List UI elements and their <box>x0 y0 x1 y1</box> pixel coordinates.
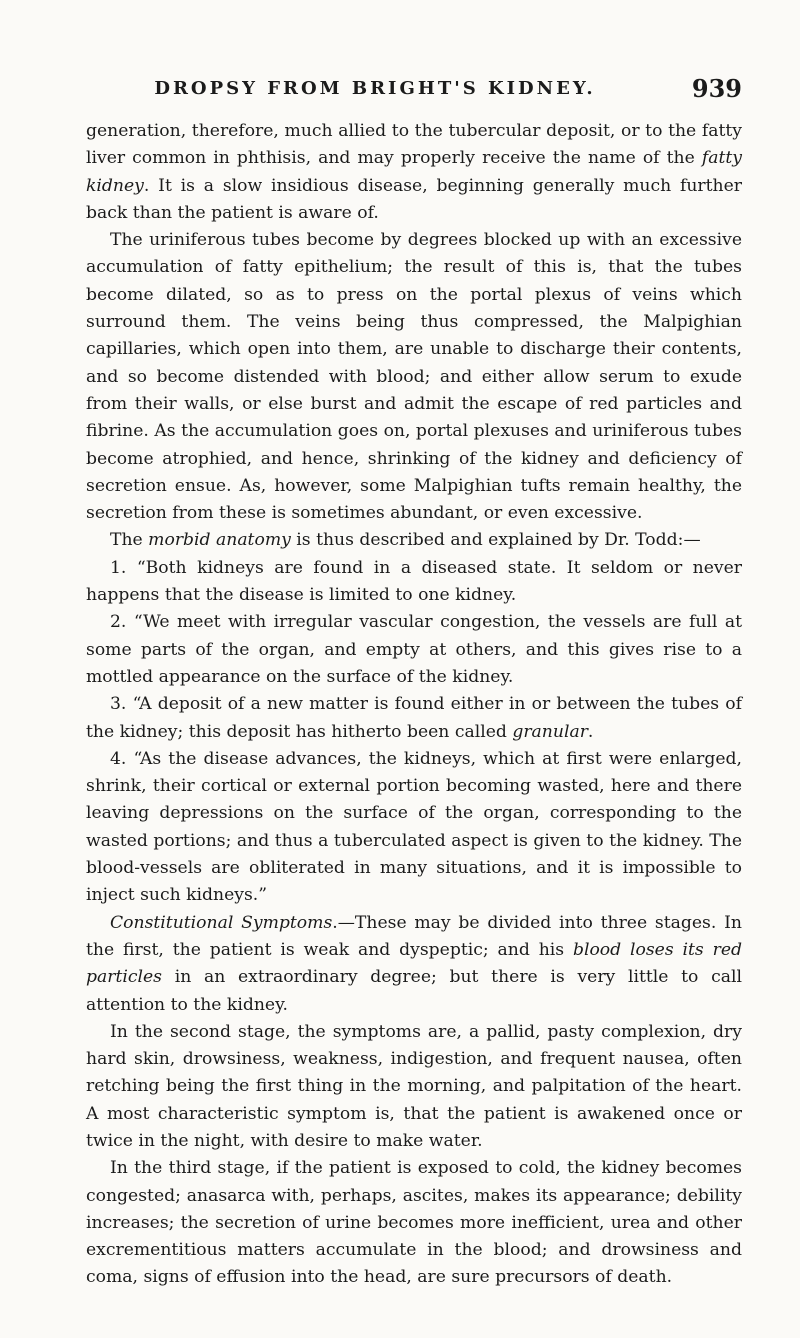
paragraph <box>86 746 742 910</box>
text-run: . <box>587 721 594 742</box>
text-run: In the second stage, the symptoms are, a pallid, pasty complexion, dry hard skin, drowsiness, weakness, indigestion, and frequent nausea, often retching being the first thing in the morning, and palpitation of the heart. A most characteristic symptom is, that the patient is awakened once or twice in the night, with desire to make water. <box>86 1021 742 1151</box>
text-run: in an extraordinary degree; but there is very little to call attention to the kidney. <box>86 967 742 1015</box>
text-run: 3. “A deposit of a new matter is found either in or between the tubes of the kidney; this deposit has hitherto been called <box>86 694 742 742</box>
text-run: . It is a slow insidious disease, beginning generally much further back than the patient is aware of. <box>86 175 742 223</box>
paragraph <box>86 1155 742 1291</box>
italic-text: morbid anatomy <box>148 530 291 551</box>
text-run: In the third stage, if the patient is exposed to cold, the kidney becomes congested; anasarca with, perhaps, ascites, makes its appearance; debility increases; the secretion of urine becomes more inefficient, urea and other excrementitious matters accumulate in the blood; and drowsiness and coma, signs of effusion into the head, are sure precursors of death. <box>86 1158 742 1288</box>
text-run: generation, therefore, much allied to the tubercular deposit, or to the fatty liver common in phthisis, and may properly receive the name of the <box>86 121 742 169</box>
text-run: 1. “Both kidneys are found in a diseased state. It seldom or never happens that the disease is limited to one kidney. <box>86 557 742 606</box>
paragraph <box>86 910 742 1019</box>
paragraph <box>86 118 742 227</box>
paragraph <box>86 691 742 746</box>
running-title: DROPSY FROM BRIGHT'S KIDNEY. <box>154 78 596 99</box>
paragraph <box>86 609 742 691</box>
text-run: .—These may be divided into three stages. In the first, the patient is weak and dyspeptic; and his <box>86 912 742 960</box>
text-run: The uriniferous tubes become by degrees blocked up with an excessive accumulation of fatty epithelium; the result of this is, that the tubes become dilated, so as to press on the portal plexus of veins which surround them. The veins being thus compressed, the Malpighian capillaries, which open into them, are unable to discharge their contents, and so become distended with blood; and either allow serum to exude from their walls, or else burst and admit the escape of red particles and fibrine. As the accumulation goes on, portal plexuses and uriniferous tubes become atrophied, and hence, shrinking of the kidney and deficiency of secretion ensue. As, however, some Malpighian tufts remain healthy, the secretion from these is sometimes abundant, or even excessive. <box>86 230 742 524</box>
text-run: 2. “We meet with irregular vascular congestion, the vessels are full at some parts of the organ, and empty at others, and this gives rise to a mottled appearance on the surface of the kidney. <box>86 612 742 687</box>
page-number: 939 <box>691 74 742 103</box>
body-text <box>86 118 742 1292</box>
text-run: The <box>110 530 149 551</box>
italic-text: granular <box>512 721 588 742</box>
italic-text: fatty kidney <box>86 148 742 196</box>
paragraph <box>86 1019 742 1155</box>
italic-text: Constitutional Symptoms <box>110 912 333 933</box>
paragraph <box>86 555 742 610</box>
text-run: is thus described and explained by Dr. Todd:— <box>290 530 701 551</box>
page-header <box>88 74 742 106</box>
paragraph <box>86 527 742 554</box>
text-run: 4. “As the disease advances, the kidneys, which at first were enlarged, shrink, their cortical or external portion becoming wasted, here and there leaving depressions on the surface of the organ, corresponding to the wasted portions; and thus a tuberculated aspect is given to the kidney. The blood-vessels are obliterated in many situations, and it is impossible to inject such kidneys.” <box>86 748 742 906</box>
italic-text: blood loses its red particles <box>86 939 742 988</box>
paragraph <box>86 227 742 527</box>
